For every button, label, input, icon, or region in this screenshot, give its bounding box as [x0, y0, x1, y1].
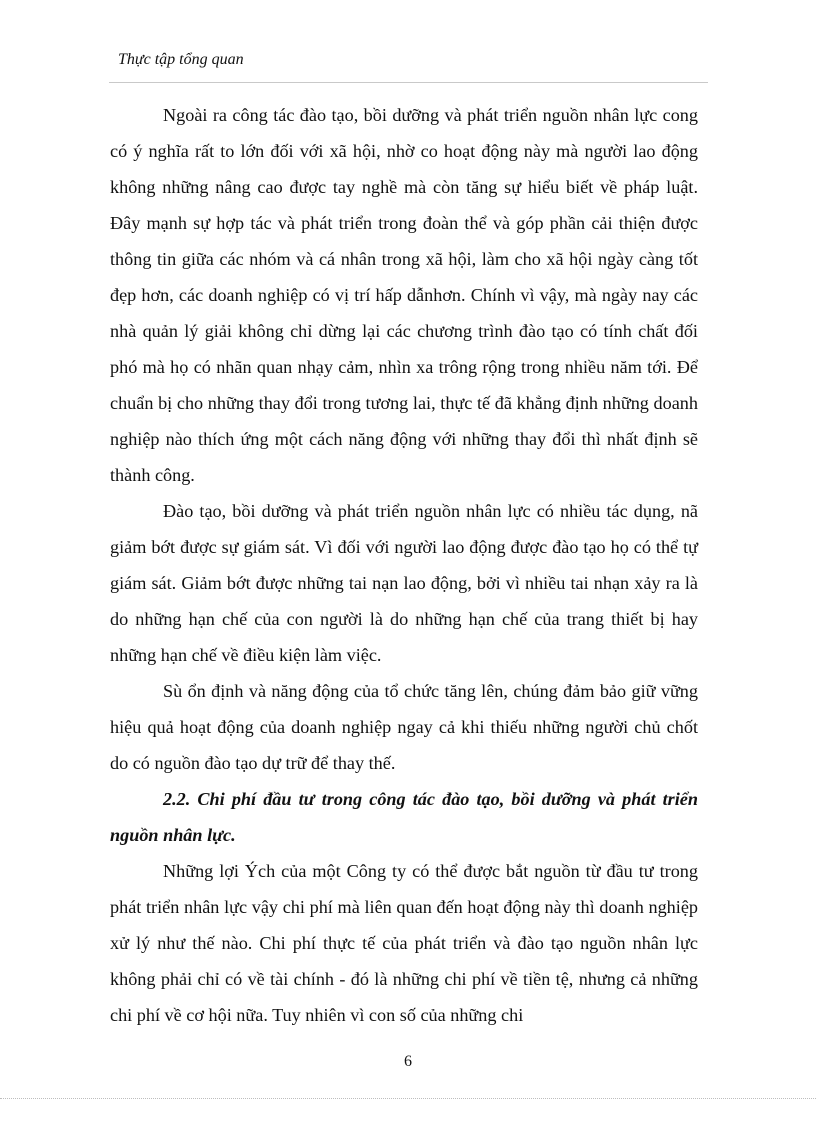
section-heading: 2.2. Chi phí đầu tư trong công tác đào tạo, bồi dưỡng và phát triển nguồn nhân lực.: [110, 789, 698, 845]
header-divider: [109, 82, 708, 83]
paragraph-organization-stability: Sù ổn định và năng động của tổ chức tăng lên, chúng đảm bảo giữ vững hiệu quả hoạt động của doanh nghiệp ngay cả khi thiếu những người chủ chốt do có nguồn đào tạo dự trữ để thay thế.: [110, 681, 698, 773]
running-header: Thực tập tổng quan: [118, 51, 244, 68]
paragraph-training-effects: Đào tạo, bồi dưỡng và phát triển nguồn nhân lực có nhiều tác dụng, nã giảm bớt được sự giám sát. Vì đối với người lao động được đào tạo họ có thể tự giám sát. Giảm bớt được những tai nạn lao động, bởi vì nhiều tai nhạn xảy ra là do những hạn chế của con người là do những hạn chế của trang thiết bị hay những hạn chế về điều kiện làm việc.: [110, 501, 698, 665]
page-break-line: [0, 1098, 816, 1099]
document-body: [110, 97, 698, 1033]
paragraph-investment-costs: Những lợi Ých của một Công ty có thể được bắt nguồn từ đầu tư trong phát triển nhân lực vậy chi phí mà liên quan đến hoạt động này thì doanh nghiệp xử lý như thế nào. Chi phí thực tế của phát triển và đào tạo nguồn nhân lực không phải chỉ có về tài chính - đó là những chi phí về tiền tệ, nhưng cả những chi phí về cơ hội nữa. Tuy nhiên vì con số của những chi: [110, 861, 698, 1025]
paragraph-training-significance: Ngoài ra công tác đào tạo, bồi dưỡng và phát triển nguồn nhân lực cong có ý nghĩa rất to lớn đối với xã hội, nhờ co hoạt động này mà người lao động không những nâng cao được tay nghề mà còn tăng sự hiểu biết về pháp luật. Đây mạnh sự hợp tác và phát triển trong đoàn thể và góp phần cải thiện được thông tin giữa các nhóm và cá nhân trong xã hội, làm cho xã hội ngày càng tốt đẹp hơn, các doanh nghiệp có vị trí hấp dẫnhơn. Chính vì vậy, mà ngày nay các nhà quản lý giải không chỉ dừng lại các chương trình đào tạo có tính chất đối phó mà họ có nhãn quan nhạy cảm, nhìn xa trông rộng trong nhiều năm tới. Để chuẩn bị cho những thay đổi trong tương lai, thực tế đã khẳng định những doanh nghiệp nào thích ứng một cách năng động với những thay đổi thì nhất định sẽ thành công.: [110, 105, 698, 485]
page-number: 6: [404, 1053, 412, 1070]
